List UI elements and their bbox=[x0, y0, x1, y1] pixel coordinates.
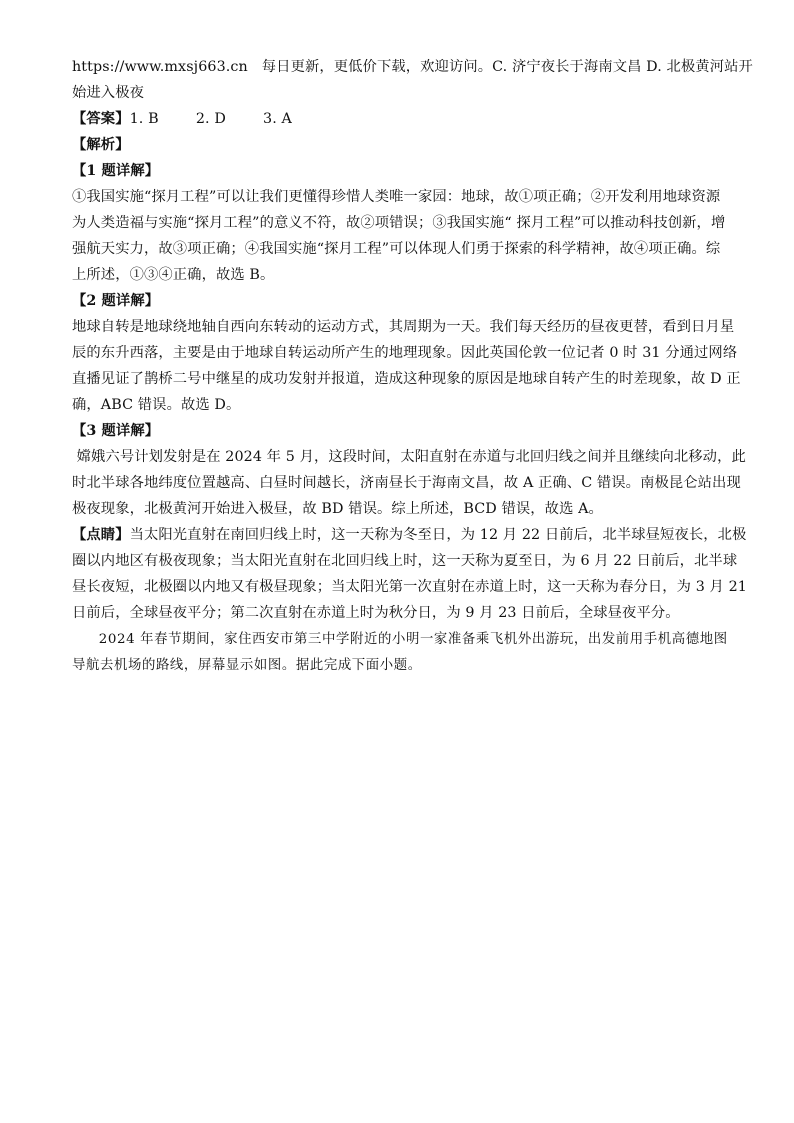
answer-line bbox=[72, 110, 722, 129]
tip-line bbox=[72, 526, 747, 545]
analysis-label: 【解析】 bbox=[72, 137, 130, 153]
q2-line: 辰的东升西落，主要是由于地球自转运动所产生的地理现象。因此英国伦敦一位记者 0 时 31 分通过网络 bbox=[72, 345, 738, 361]
header-text: 每日更新，更低价下载，欢迎访问。C. 济宁夜长于海南文昌 D. 北极黄河站开 bbox=[261, 59, 753, 75]
tip-line: 圈以内地区有极夜现象；当太阳光直射在北回归线上时，这一天称为夏至日，为 6 月 22 日前后，北半球 bbox=[72, 553, 738, 569]
q2-line: 直播见证了鹊桥二号中继星的成功发射并报道，造成这种现象的原因是地球自转产生的时差现象，故 D 正 bbox=[72, 371, 741, 387]
header-continuation: 始进入极夜 bbox=[72, 85, 144, 101]
q2-line: 确，ABC 错误。故选 D。 bbox=[72, 397, 241, 413]
tip-line: 日前后，全球昼夜平分；第二次直射在赤道上时为秋分日，为 9 月 23 日前后，全球昼夜平分。 bbox=[72, 605, 680, 621]
answer-values: 1. B 2. D 3. A bbox=[129, 111, 292, 127]
q1-line: 上所述，①③④正确，故选 B。 bbox=[72, 267, 275, 283]
q3-line: 极夜现象，北极黄河开始进入极昼，故 BD 错误。综上所述，BCD 错误，故选 A。 bbox=[72, 501, 603, 517]
next-intro-line: 2024 年春节期间，家住西安市第三中学附近的小明一家准备乘飞机外出游玩，出发前用手机高德地图 bbox=[98, 632, 728, 647]
tip-first: 当太阳光直射在南回归线上时，这一天称为冬至日，为 12 月 22 日前后，北半球昼短夜长，北极 bbox=[129, 527, 747, 543]
q2-heading: 【2 题详解】 bbox=[72, 293, 160, 309]
tip-label: 【点睛】 bbox=[72, 527, 130, 543]
q1-line: ①我国实施“探月工程”可以让我们更懂得珍惜人类唯一家园：地球，故①项正确；②开发利用地球资源 bbox=[72, 189, 721, 205]
q1-line: 强航天实力，故③项正确；④我国实施“探月工程”可以体现人们勇于探索的科学精神，故④项正确。综 bbox=[72, 241, 721, 257]
q3-heading: 【3 题详解】 bbox=[72, 423, 160, 439]
answer-label: 【答案】 bbox=[72, 111, 130, 127]
header-url-link[interactable]: https://www.mxsj663.cn bbox=[72, 59, 248, 75]
q3-line: 时北半球各地纬度位置越高、白昼时间越长，济南昼长于海南文昌，故 A 正确、C 错误。南极昆仑站出现 bbox=[72, 475, 741, 491]
q2-line: 地球自转是地球绕地轴自西向东转动的运动方式，其周期为一天。我们每天经历的昼夜更替，看到日月星 bbox=[72, 319, 735, 335]
tip-line: 昼长夜短，北极圈以内地又有极昼现象；当太阳光第一次直射在赤道上时，这一天称为春分日，为 3 月 21 bbox=[72, 579, 747, 595]
document-page bbox=[72, 58, 753, 675]
next-intro-line: 导航去机场的路线，屏幕显示如图。据此完成下面小题。 bbox=[72, 658, 422, 673]
header-line bbox=[72, 58, 753, 77]
q3-line: 嫦娥六号计划发射是在 2024 年 5 月，这段时间，太阳直射在赤道与北回归线之间并且继续向北移动，此 bbox=[72, 449, 746, 465]
q1-heading: 【1 题详解】 bbox=[72, 163, 160, 179]
q1-line: 为人类造福与实施“探月工程”的意义不符，故②项错误；③我国实施“ 探月工程”可以推动科技创新，增 bbox=[72, 215, 726, 231]
